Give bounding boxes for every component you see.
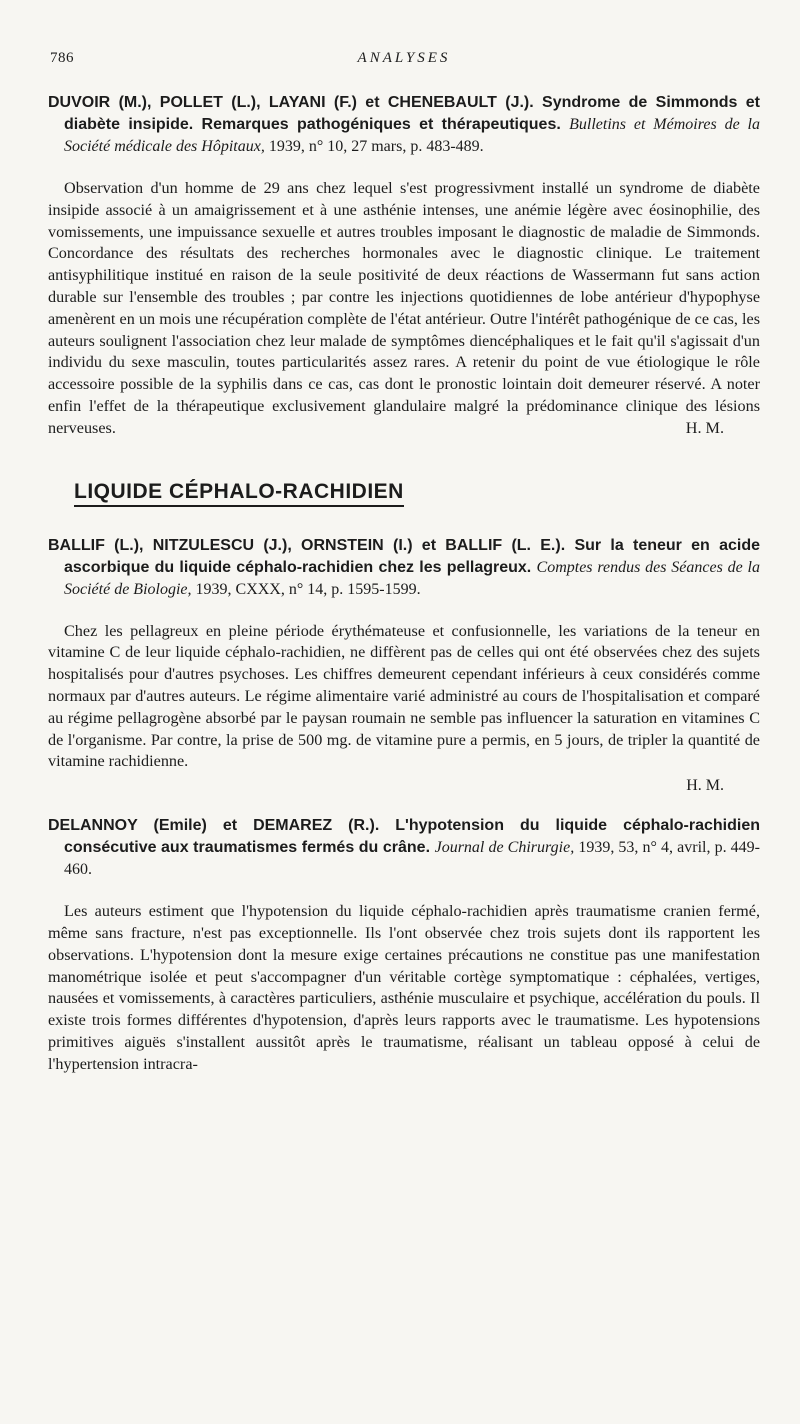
entry-abstract <box>48 178 760 440</box>
entry-title: Sur la teneur en acide ascorbique du liquide céphalo-rachidien chez les pellagreux. <box>64 536 761 576</box>
entry-details: 1939, 53, n° 4, avril, p. 449-460. <box>64 839 761 879</box>
page-number: 786 <box>50 50 74 66</box>
entry-abstract-text: Observation d'un homme de 29 ans chez lequel s'est progressivment installé un syndrome de diabète insipide associé à un amaigrissement et à une asthénie intenses, une anémie légère avec éosinophilie, des vomissements, une impuissance sexuelle et autres troubles imposant le diagnostic de maladie de Simmonds. Concordance des résultats des recherches hormonales avec le diagnostic clinique. Le traitement antisyphilitique institué en raison de la seule positivité de deux réactions de Wassermann fut sans action durable sur l'ensemble des troubles ; par contre les injections quotidiennes de lobe antérieur d'hypophyse amenèrent en un mois une récupération complète de l'état antérieur. Outre l'intérêt pathogénique de ce cas, les auteurs soulignent l'association chez leur malade de symptômes diencéphaliques et le fait qu'il s'agissait d'un individu du sexe masculin, toutes particularités assez rares. A retenir du point de vue étiologique le rôle accessoire possible de la syphilis dans ce cas, cas dont le pronostic lointain doit demeurer réservé. A noter enfin l'effet de la thérapeutique exclusivement glandulaire malgré la prédominance clinique des lésions nerveuses. <box>48 179 760 437</box>
entry-signature: H. M. <box>686 777 724 795</box>
running-header <box>48 50 760 72</box>
entry-details: 1939, n° 10, 27 mars, p. 483-489. <box>268 138 484 155</box>
entry-journal: Journal de Chirurgie, <box>434 839 575 857</box>
running-title: ANALYSES <box>357 50 451 66</box>
entry-details: 1939, CXXX, n° 14, p. 1595-1599. <box>195 580 421 598</box>
entry-abstract <box>48 901 760 1075</box>
entry-authors: DUVOIR (M.), POLLET (L.), LAYANI (F.) et CHENEBAULT (J.). <box>48 94 534 111</box>
entry-title: Syndrome de Simmonds et diabète insipide. Remarques pathogéniques et thérapeutiques. <box>64 94 761 133</box>
entry-authors: BALLIF (L.), NITZULESCU (J.), ORNSTEIN (I.) et BALLIF (L. E.). <box>48 536 566 554</box>
section-title: LIQUIDE CÉPHALO-RACHIDIEN <box>74 480 404 507</box>
entry-heading <box>48 92 760 158</box>
entry-delannoy <box>48 815 760 1075</box>
entry-abstract <box>48 621 760 774</box>
entry-heading <box>48 535 760 601</box>
entry-duvoir <box>48 92 760 440</box>
entry-ballif <box>48 535 760 796</box>
entry-title: L'hypotension du liquide céphalo-rachidien consécutive aux traumatismes fermés du crâne. <box>64 817 760 857</box>
page <box>48 50 760 1076</box>
entry-authors: DELANNOY (Emile) et DEMAREZ (R.). <box>48 817 380 835</box>
entry-journal: Comptes rendus des Séances de la Société de Biologie, <box>64 558 760 598</box>
entry-abstract-text: Les auteurs estiment que l'hypotension du liquide céphalo-rachidien après traumatisme cranien fermé, même sans fracture, n'est pas exceptionnelle. Ils l'ont observée chez trois sujets dont ils rapportent les observations. L'hypotension dont la mesure exige certaines précautions ne constitue pas une manifestation manométrique isolée et peut s'accompagner d'un véritable cortège symptomatique : céphalées, vertiges, nausées et vomissements, à caractères particuliers, asthénie musculaire et psychique, accélération du pouls. Il existe trois formes différentes d'hypotension, d'après leurs rapports avec le traumatisme. Les hypotensions primitives aiguës s'installent aussitôt après le traumatisme, réalisant un tableau opposé à celui de l'hypertension intracra- <box>48 902 760 1073</box>
entry-journal: Bulletins et Mémoires de la Société médicale des Hôpitaux, <box>64 116 760 155</box>
section-heading-block <box>48 480 760 507</box>
entry-heading <box>48 815 760 881</box>
entry-abstract-text: Chez les pellagreux en pleine période érythémateuse et confusionnelle, les variations de la teneur en vitamine C de leur liquide céphalo-rachidien, ne diffèrent pas de celles qui ont été observées chez des sujets hospitalisés pour d'autres psychoses. Les chiffres demeurent cependant inférieurs à ceux considérés comme normaux par d'autres auteurs. Le régime alimentaire varié administré au cours de l'hospitalisation et comparé au régime pellagrogène absorbé par le paysan roumain ne semble pas influencer la saturation en vitamines C de l'organisme. Par contre, la prise de 500 mg. de vitamine pure a permis, en 5 jours, de tripler la quantité de vitamine rachidienne. <box>48 621 760 771</box>
entry-signature: H. M. <box>685 418 724 437</box>
